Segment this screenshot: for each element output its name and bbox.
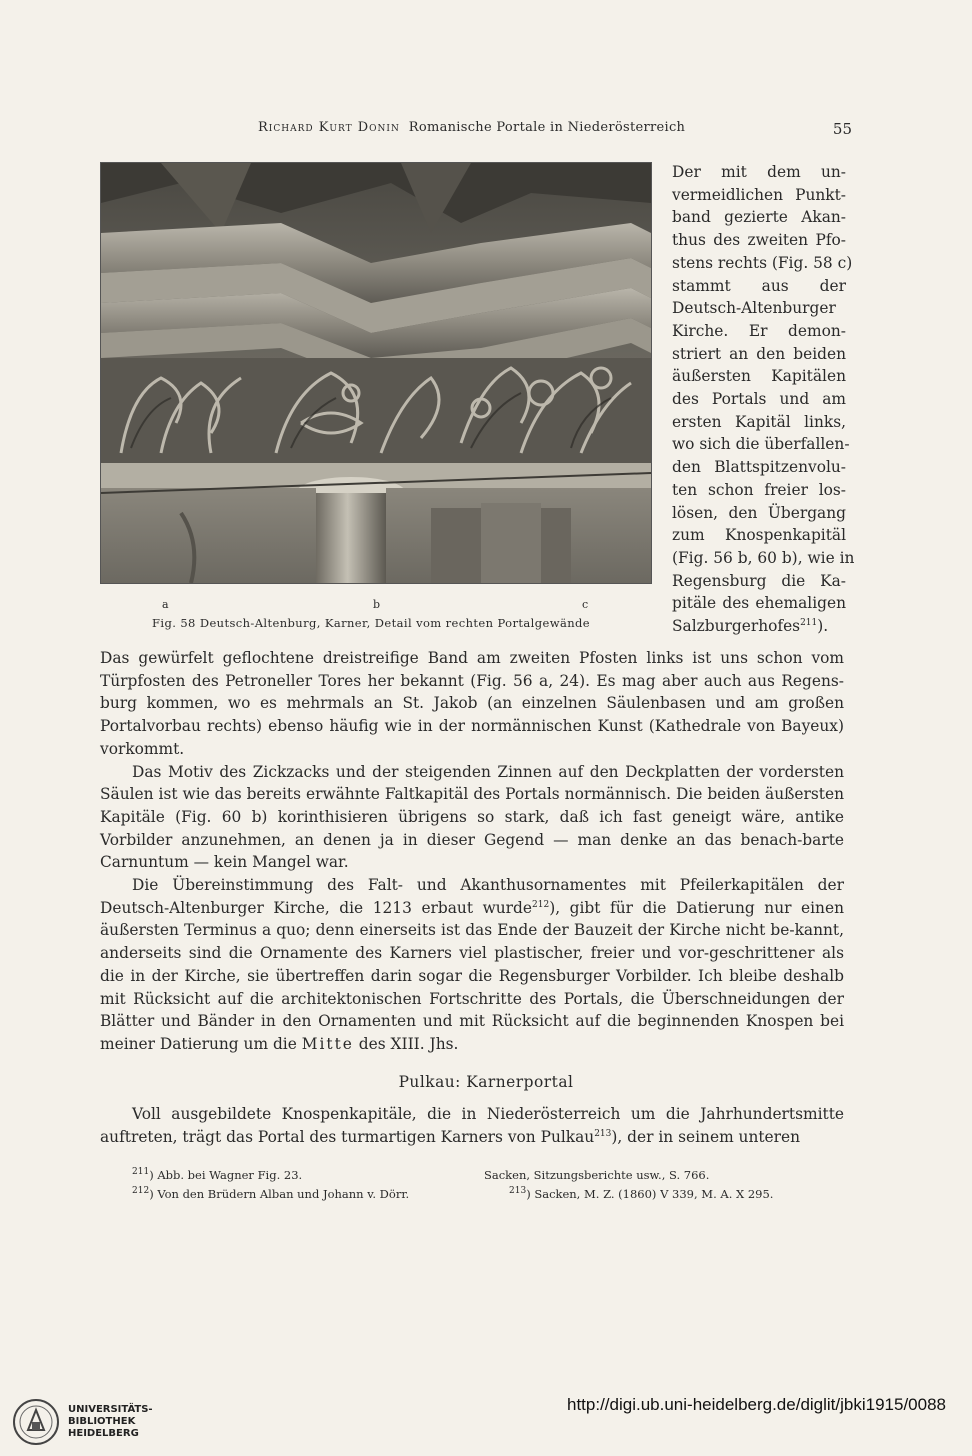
side-line: zum Knospenkapitäl [672, 526, 846, 545]
footnote-211-continued [484, 1166, 709, 1185]
library-name [68, 1404, 153, 1440]
footnote-number: 211 [132, 1167, 150, 1178]
paragraph-2: Das Motiv des Zickzacks und der steigenden Zinnen auf den Deckplatten der vordersten Säulen ist wie das bereits erwähnte Faltkapitäl des Portals normännisch. Die beiden äußersten Kapitäle (Fig. 60 b) korinthisieren übrigens so stark, daß ich fast geneigt wäre, antike Vorbilder anzunehmen, an denen ja in dieser Gegend — man denke an das benach-barte Carnuntum — kein Mangel war. [100, 762, 844, 872]
side-column-text [672, 161, 855, 638]
side-line: wo sich die überfallen- [672, 435, 850, 454]
side-line: pitäle des ehemaligen [672, 594, 846, 613]
p3-spaced-word: Mitte [301, 1034, 354, 1053]
library-name-line: HEIDELBERG [68, 1428, 139, 1439]
side-line: lösen, den Übergang [672, 503, 846, 522]
footnote-212 [132, 1185, 409, 1204]
footnote-213 [509, 1185, 773, 1204]
side-line: Regensburg die Ka- [672, 571, 846, 590]
main-text-lower [100, 1103, 844, 1148]
university-seal-icon [12, 1398, 60, 1446]
library-name-line: BIBLIOTHEK [68, 1416, 136, 1427]
side-line: stammt aus der [672, 276, 846, 295]
running-header [100, 120, 852, 140]
side-line: äußersten Kapitälen [672, 367, 846, 386]
page-number: 55 [832, 120, 852, 138]
side-line: des Portals und am [672, 390, 846, 409]
figure-label-c: c [582, 598, 589, 611]
side-line: vermeidlichen Punkt- [672, 185, 846, 204]
footnote-ref: 212 [532, 899, 550, 910]
footnote-ref: 213 [594, 1128, 612, 1139]
side-line: den Blattspitzenvolu- [672, 458, 846, 477]
library-name-line: UNIVERSITÄTS- [68, 1404, 153, 1415]
side-line: band gezierte Akan- [672, 208, 846, 227]
side-line-last [672, 615, 846, 638]
side-line: ten schon freier los- [672, 480, 846, 499]
side-line: thus des zweiten Pfo- [672, 231, 846, 250]
footnote-text: Sacken, Sitzungsberichte usw., S. 766. [484, 1168, 710, 1182]
running-title [258, 120, 685, 135]
paragraph-1: Das gewürfelt geflochtene dreistreifige Band am zweiten Pfosten links ist uns schon vom Türpfosten des Petroneller Tores her bekannt (Fig. 56 a, 24). Es mag aber auch aus Regens-burg kommen, wo es mehrmals an St. Jakob (an einzelnen Säulenbasen und am großen Portalvorbau rechts) ebenso häufig wie in der normännischen Kunst (Kathedrale von Bayeux) vorkommt. [100, 649, 844, 758]
figure-photo-capitals [100, 162, 652, 584]
p4-text-a: Voll ausgebildete Knospenkapitäle, die in Niederösterreich um die Jahrhundertsmitte auftreten, trägt das Portal des turmartigen Karners von Pulkau [100, 1105, 844, 1146]
side-last-word: Salzburgerhofes [672, 617, 801, 636]
footnote-text: ) Von den Brüdern Alban und Johann v. Dörr. [149, 1187, 410, 1201]
figure-label-a: a [162, 598, 169, 611]
paragraph-3 [100, 874, 844, 1056]
footnote-number: 212 [132, 1186, 150, 1197]
p3-text-b: ), gibt für die Datierung nur einen äußersten Terminus a quo; denn einerseits ist das Ende der Bauzeit der Kirche nicht be-kannt, anderseits sind die Ornamente des Karners viel plastischer, freier und vor-geschrittener als die in der Kirche, sie übertreffen darin sogar die Regensburger Vorbilder. Ich bleibe deshalb mit Rücksicht auf die architektonischen Fortschritte des Portals, die Überschneidungen der Blätter und Bänder in den Ornamenten und mit Rücksicht auf die beginnenden Knospen bei meiner Datierung um die [100, 898, 844, 1053]
side-last-end: ). [817, 617, 829, 636]
figure-label-b: b [373, 598, 381, 611]
source-url-link[interactable]: http://digi.ub.uni-heidelberg.de/diglit/jbki1915/0088 [567, 1395, 946, 1414]
side-line: striert an den beiden [672, 344, 846, 363]
side-line: stens rechts (Fig. 58 c) [672, 253, 853, 272]
p3-text-a: Die Übereinstimmung des Falt- und Akanthusornamentes mit Pfeilerkapitälen der Deutsch-Altenburger Kirche, die 1213 erbaut wurde [100, 876, 844, 917]
main-text-upper [100, 647, 844, 1056]
side-line: Kirche. Er demon- [672, 321, 846, 340]
side-line: Der mit dem un- [672, 163, 846, 181]
footnote-211 [132, 1166, 302, 1185]
side-line: (Fig. 56 b, 60 b), wie in [672, 548, 855, 567]
footnote-text: ) Abb. bei Wagner Fig. 23. [149, 1168, 303, 1182]
side-line: ersten Kapitäl links, [672, 412, 846, 431]
header-title: Romanische Portale in Niederösterreich [408, 120, 686, 135]
p3-text-c: des XIII. Jhs. [353, 1034, 459, 1053]
figure-caption: Fig. 58 Deutsch-Altenburg, Karner, Detail vom rechten Portalgewände [152, 616, 590, 630]
footnote-ref: 211 [800, 617, 818, 628]
side-line: Deutsch-Altenburger [672, 299, 836, 318]
paragraph-4 [100, 1103, 844, 1148]
footnote-text: ) Sacken, M. Z. (1860) V 339, M. A. X 295. [526, 1187, 774, 1201]
footnote-number: 213 [509, 1186, 527, 1197]
p4-text-b: ), der in seinem unteren [611, 1127, 801, 1146]
section-heading: Pulkau: Karnerportal [398, 1073, 574, 1091]
header-author: Richard Kurt Donin [258, 120, 400, 135]
